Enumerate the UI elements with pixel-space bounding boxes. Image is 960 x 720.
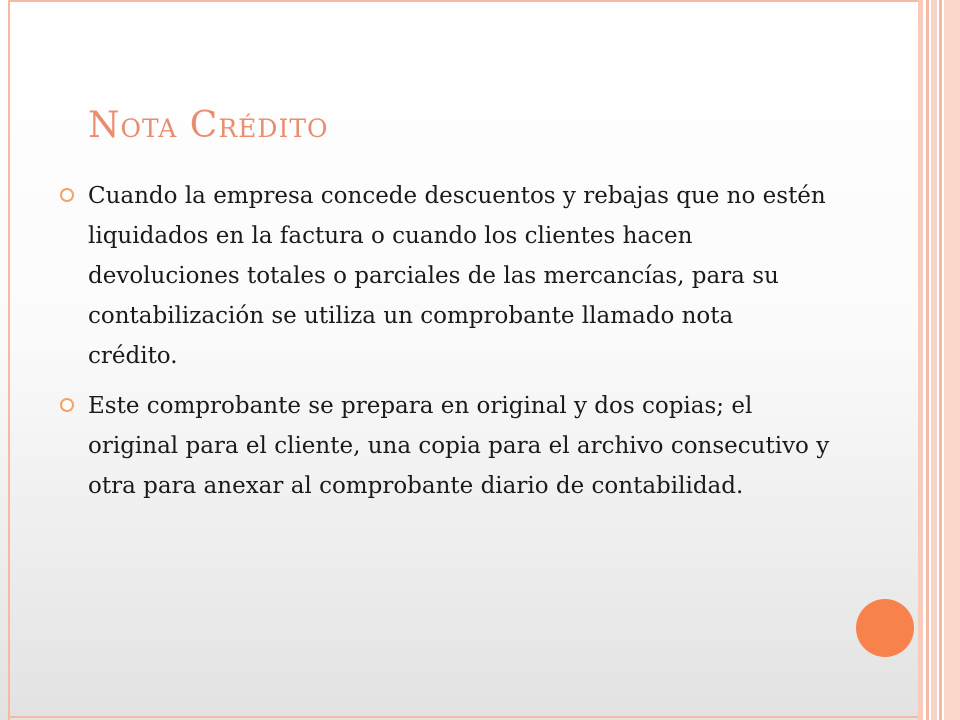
frame-top-border bbox=[10, 0, 918, 2]
bullet-item bbox=[60, 176, 830, 376]
frame-left-border bbox=[8, 0, 10, 720]
bullet-text: Cuando la empresa concede descuentos y rebajas que no estén liquidados en la factura o cuando los clientes hacen devoluciones totales o parciales de las mercancías, para su contabilización se utiliza un comprobante llamado nota crédito. bbox=[88, 183, 826, 369]
frame-right-stripe bbox=[926, 0, 929, 720]
orange-circle-decoration bbox=[856, 599, 914, 657]
hollow-circle-bullet-icon bbox=[60, 188, 74, 202]
frame-right-stripe bbox=[918, 0, 923, 720]
bullet-text: Este comprobante se prepara en original y dos copias; el original para el cliente, una copia para el archivo consecutivo y otra para anexar al comprobante diario de contabilidad. bbox=[88, 393, 830, 499]
slide-title: Nota Crédito bbox=[88, 105, 329, 146]
frame-right-stripe bbox=[944, 0, 960, 720]
frame-bottom-border bbox=[10, 716, 918, 718]
frame-right-stripe bbox=[939, 0, 942, 720]
bullet-list bbox=[60, 176, 830, 516]
frame-right-stripe bbox=[931, 0, 937, 720]
hollow-circle-bullet-icon bbox=[60, 398, 74, 412]
bullet-item bbox=[60, 386, 830, 506]
